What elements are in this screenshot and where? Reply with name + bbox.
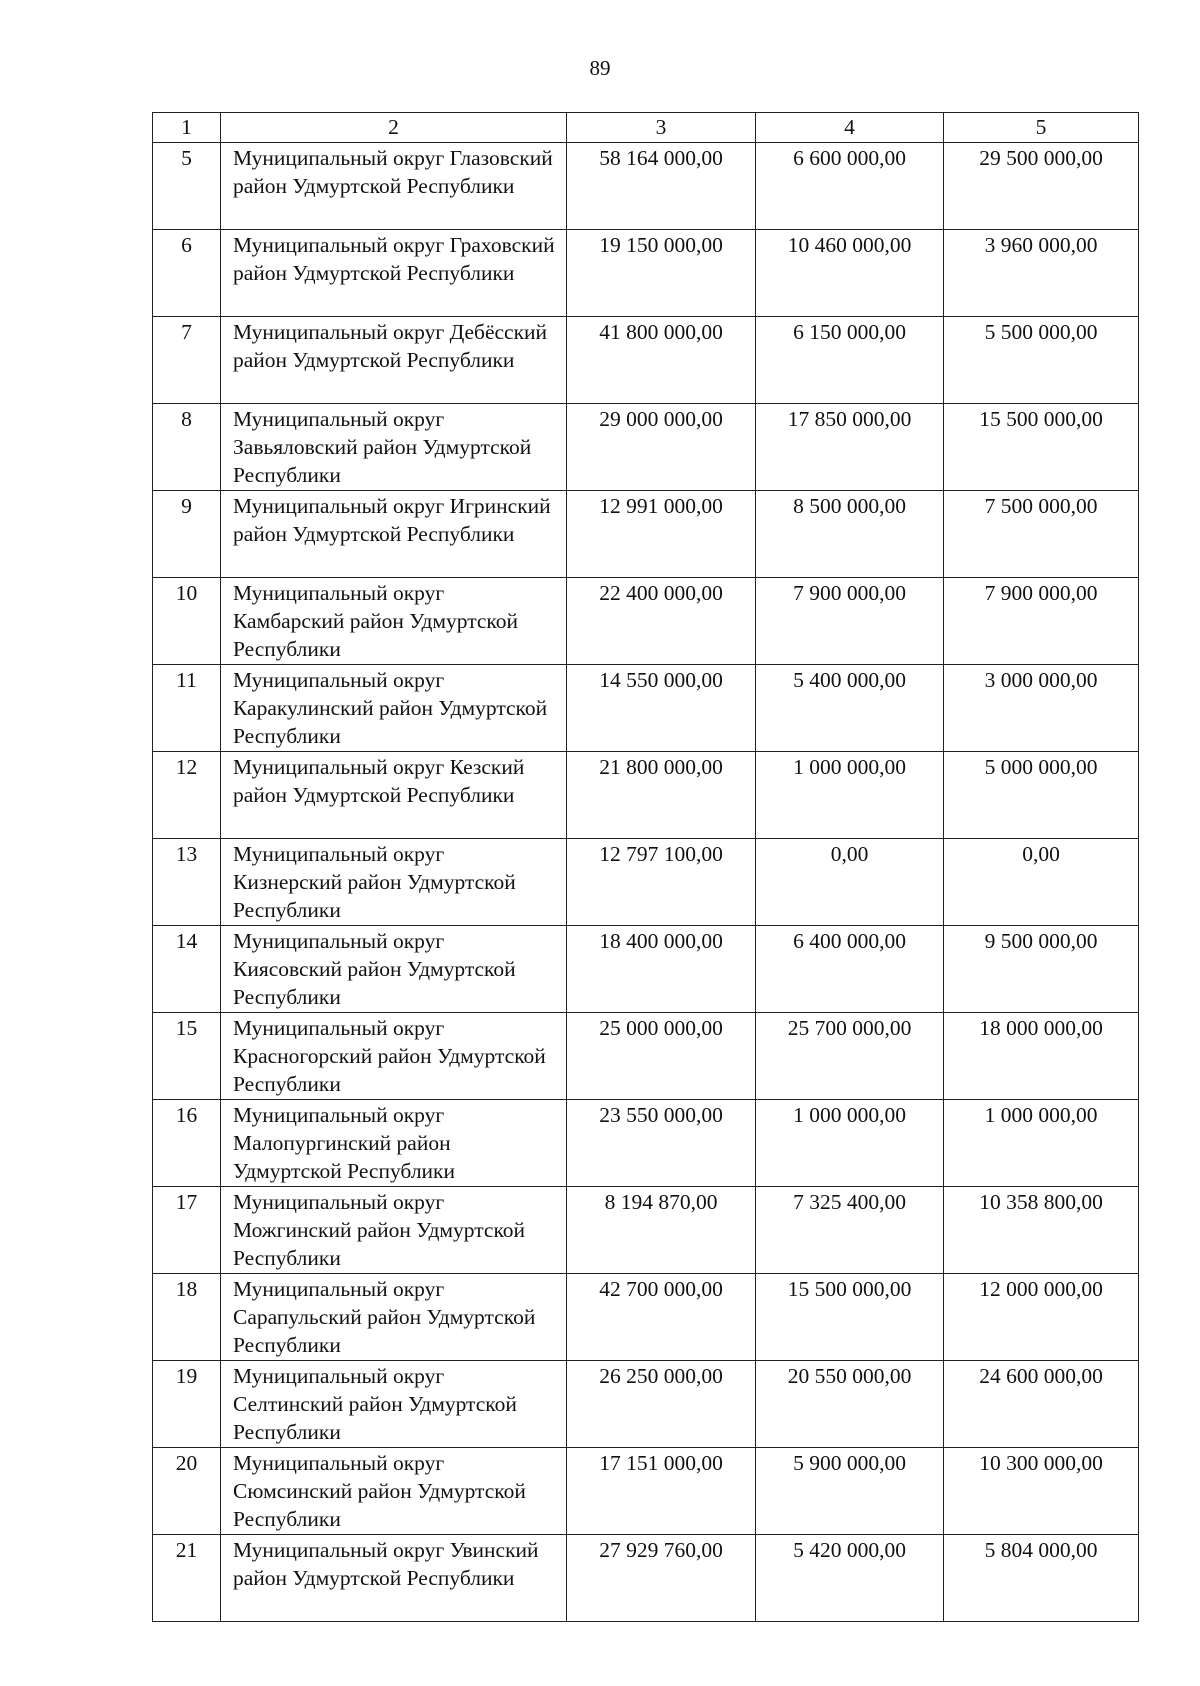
header-cell-4: 4: [756, 113, 944, 143]
header-cell-5: 5: [944, 113, 1139, 143]
value-col3-cell: 17 151 000,00: [567, 1448, 756, 1535]
table-row: [153, 1013, 1139, 1100]
municipality-name-cell: Муниципальный округ Сарапульский район Удмуртской Республики: [221, 1274, 567, 1361]
municipality-name-cell: Муниципальный округ Малопургинский район Удмуртской Республики: [221, 1100, 567, 1187]
value-col4-cell: 6 400 000,00: [756, 926, 944, 1013]
table-row: [153, 665, 1139, 752]
municipality-name-cell: Муниципальный округ Кизнерский район Удмуртской Республики: [221, 839, 567, 926]
value-col5-cell: 24 600 000,00: [944, 1361, 1139, 1448]
value-col3-cell: 27 929 760,00: [567, 1535, 756, 1622]
table-row: [153, 926, 1139, 1013]
value-col4-cell: 8 500 000,00: [756, 491, 944, 578]
municipality-name-cell: Муниципальный округ Камбарский район Удмуртской Республики: [221, 578, 567, 665]
row-number-cell: 7: [153, 317, 221, 404]
row-number-cell: 12: [153, 752, 221, 839]
header-cell-1: 1: [153, 113, 221, 143]
value-col3-cell: 22 400 000,00: [567, 578, 756, 665]
value-col4-cell: 15 500 000,00: [756, 1274, 944, 1361]
value-col5-cell: 18 000 000,00: [944, 1013, 1139, 1100]
value-col5-cell: 3 000 000,00: [944, 665, 1139, 752]
value-col3-cell: 21 800 000,00: [567, 752, 756, 839]
value-col4-cell: 6 150 000,00: [756, 317, 944, 404]
value-col4-cell: 5 420 000,00: [756, 1535, 944, 1622]
page-number: 89: [589, 56, 611, 80]
value-col5-cell: 12 000 000,00: [944, 1274, 1139, 1361]
row-number-cell: 6: [153, 230, 221, 317]
municipality-name-cell: Муниципальный округ Глазовский район Удмуртской Республики: [221, 143, 567, 230]
value-col3-cell: 12 797 100,00: [567, 839, 756, 926]
table-body: [153, 113, 1139, 1622]
table-row: [153, 1100, 1139, 1187]
row-number-cell: 18: [153, 1274, 221, 1361]
table-row: [153, 1274, 1139, 1361]
row-number-cell: 10: [153, 578, 221, 665]
value-col3-cell: 19 150 000,00: [567, 230, 756, 317]
value-col3-cell: 14 550 000,00: [567, 665, 756, 752]
value-col3-cell: 8 194 870,00: [567, 1187, 756, 1274]
value-col5-cell: 9 500 000,00: [944, 926, 1139, 1013]
value-col3-cell: 18 400 000,00: [567, 926, 756, 1013]
table-header-row: [153, 113, 1139, 143]
row-number-cell: 14: [153, 926, 221, 1013]
header-cell-3: 3: [567, 113, 756, 143]
municipality-name-cell: Муниципальный округ Увинский район Удмуртской Республики: [221, 1535, 567, 1622]
value-col4-cell: 25 700 000,00: [756, 1013, 944, 1100]
value-col5-cell: 7 500 000,00: [944, 491, 1139, 578]
value-col3-cell: 25 000 000,00: [567, 1013, 756, 1100]
value-col3-cell: 58 164 000,00: [567, 143, 756, 230]
table-row: [153, 230, 1139, 317]
value-col4-cell: 17 850 000,00: [756, 404, 944, 491]
value-col4-cell: 20 550 000,00: [756, 1361, 944, 1448]
value-col5-cell: 5 500 000,00: [944, 317, 1139, 404]
table-row: [153, 491, 1139, 578]
table-row: [153, 404, 1139, 491]
municipality-name-cell: Муниципальный округ Можгинский район Удмуртской Республики: [221, 1187, 567, 1274]
municipality-name-cell: Муниципальный округ Каракулинский район Удмуртской Республики: [221, 665, 567, 752]
row-number-cell: 9: [153, 491, 221, 578]
table-row: [153, 317, 1139, 404]
value-col5-cell: 1 000 000,00: [944, 1100, 1139, 1187]
municipality-name-cell: Муниципальный округ Киясовский район Удмуртской Республики: [221, 926, 567, 1013]
value-col4-cell: 7 900 000,00: [756, 578, 944, 665]
municipality-name-cell: Муниципальный округ Селтинский район Удмуртской Республики: [221, 1361, 567, 1448]
municipality-name-cell: Муниципальный округ Красногорский район Удмуртской Республики: [221, 1013, 567, 1100]
row-number-cell: 21: [153, 1535, 221, 1622]
value-col4-cell: 0,00: [756, 839, 944, 926]
table-row: [153, 1187, 1139, 1274]
municipality-name-cell: Муниципальный округ Сюмсинский район Удмуртской Республики: [221, 1448, 567, 1535]
value-col3-cell: 29 000 000,00: [567, 404, 756, 491]
table-row: [153, 1448, 1139, 1535]
table-row: [153, 143, 1139, 230]
data-table: [152, 112, 1139, 1622]
value-col5-cell: 29 500 000,00: [944, 143, 1139, 230]
value-col4-cell: 6 600 000,00: [756, 143, 944, 230]
row-number-cell: 5: [153, 143, 221, 230]
value-col3-cell: 26 250 000,00: [567, 1361, 756, 1448]
value-col5-cell: 0,00: [944, 839, 1139, 926]
value-col4-cell: 5 400 000,00: [756, 665, 944, 752]
value-col3-cell: 12 991 000,00: [567, 491, 756, 578]
value-col5-cell: 10 300 000,00: [944, 1448, 1139, 1535]
value-col4-cell: 7 325 400,00: [756, 1187, 944, 1274]
table-row: [153, 578, 1139, 665]
municipality-name-cell: Муниципальный округ Граховский район Удмуртской Республики: [221, 230, 567, 317]
value-col5-cell: 5 000 000,00: [944, 752, 1139, 839]
value-col4-cell: 10 460 000,00: [756, 230, 944, 317]
value-col3-cell: 42 700 000,00: [567, 1274, 756, 1361]
value-col5-cell: 5 804 000,00: [944, 1535, 1139, 1622]
municipality-name-cell: Муниципальный округ Игринский район Удмуртской Республики: [221, 491, 567, 578]
value-col5-cell: 7 900 000,00: [944, 578, 1139, 665]
row-number-cell: 16: [153, 1100, 221, 1187]
row-number-cell: 15: [153, 1013, 221, 1100]
value-col3-cell: 23 550 000,00: [567, 1100, 756, 1187]
value-col4-cell: 5 900 000,00: [756, 1448, 944, 1535]
row-number-cell: 20: [153, 1448, 221, 1535]
table-row: [153, 1361, 1139, 1448]
value-col3-cell: 41 800 000,00: [567, 317, 756, 404]
municipality-name-cell: Муниципальный округ Дебёсский район Удмуртской Республики: [221, 317, 567, 404]
row-number-cell: 17: [153, 1187, 221, 1274]
row-number-cell: 19: [153, 1361, 221, 1448]
value-col5-cell: 15 500 000,00: [944, 404, 1139, 491]
municipality-name-cell: Муниципальный округ Кезский район Удмуртской Республики: [221, 752, 567, 839]
value-col5-cell: 10 358 800,00: [944, 1187, 1139, 1274]
table-row: [153, 1535, 1139, 1622]
header-cell-2: 2: [221, 113, 567, 143]
row-number-cell: 13: [153, 839, 221, 926]
row-number-cell: 11: [153, 665, 221, 752]
table-row: [153, 839, 1139, 926]
table-row: [153, 752, 1139, 839]
row-number-cell: 8: [153, 404, 221, 491]
value-col4-cell: 1 000 000,00: [756, 752, 944, 839]
value-col5-cell: 3 960 000,00: [944, 230, 1139, 317]
value-col4-cell: 1 000 000,00: [756, 1100, 944, 1187]
municipality-name-cell: Муниципальный округ Завьяловский район Удмуртской Республики: [221, 404, 567, 491]
